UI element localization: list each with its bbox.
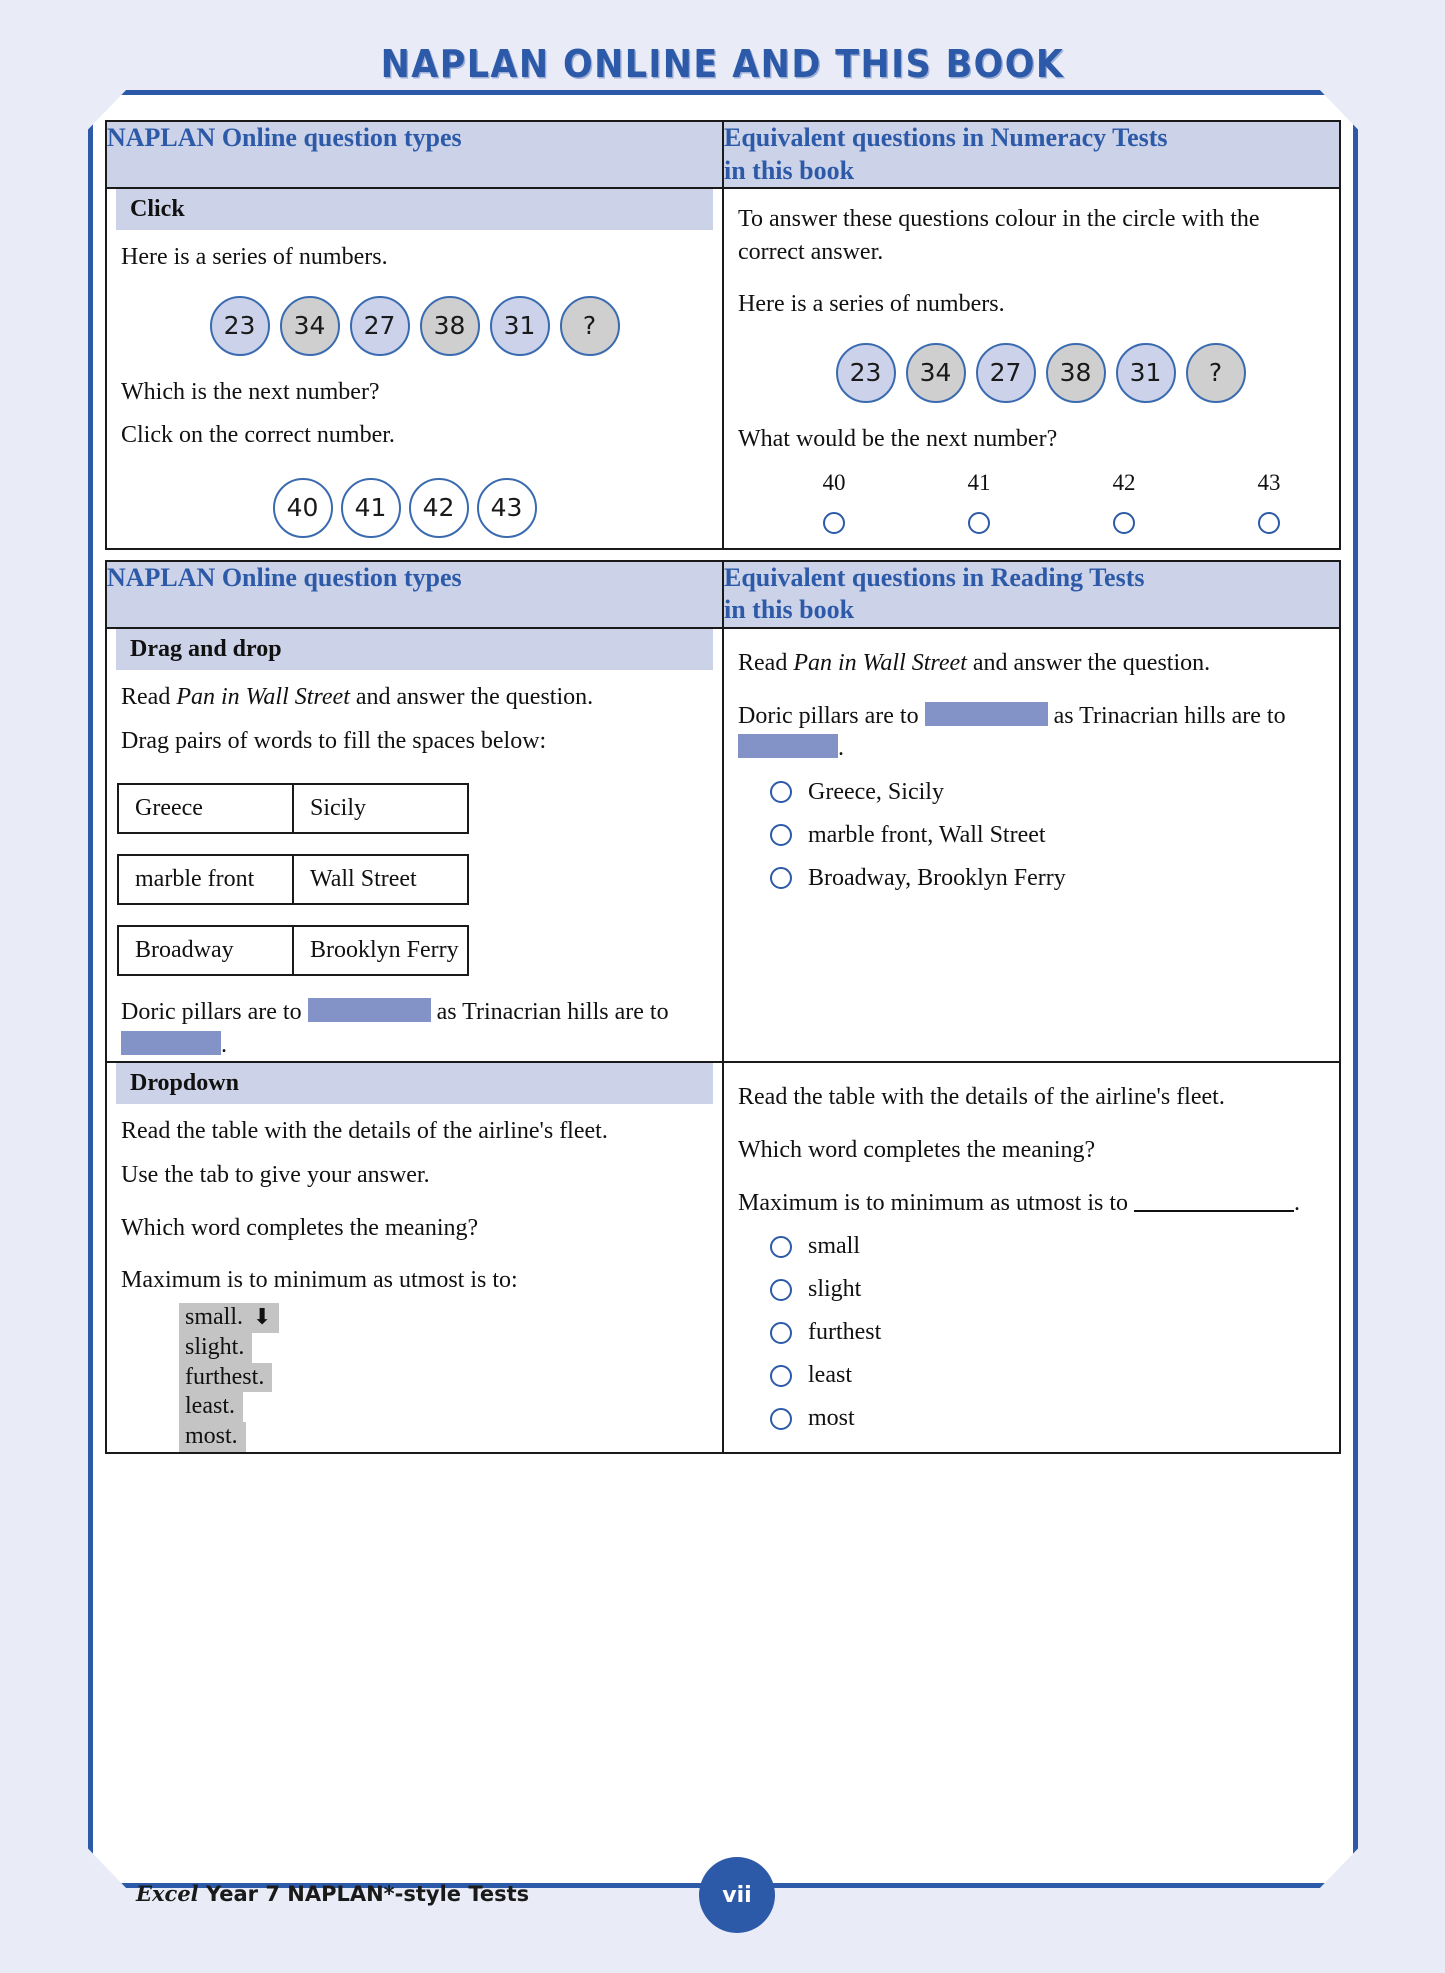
answer-option[interactable] — [770, 779, 1339, 806]
page-footer — [0, 1869, 1445, 1929]
numeracy-option[interactable] — [1084, 470, 1164, 539]
footer-title — [136, 1881, 529, 1906]
radio-button-icon[interactable] — [770, 781, 792, 803]
numeracy-left-header-text: NAPLAN Online question types — [107, 123, 462, 152]
reading-right-header-cell — [723, 561, 1340, 628]
drag-and-drop-sentence — [121, 996, 706, 1061]
read-suffix: and answer the question. — [349, 683, 594, 710]
draggable-word-pair[interactable] — [117, 854, 469, 905]
series-bubble: 34 — [906, 343, 966, 403]
dropdown-line4: Maximum is to minimum as utmost is to: — [121, 1267, 518, 1294]
numeracy-answer-options — [724, 470, 1339, 539]
brand-name: Excel — [136, 1881, 199, 1906]
numeracy-option[interactable] — [794, 470, 874, 539]
sentence-part2: as Trinacrian hills are to — [430, 999, 669, 1026]
dropdown-option-line[interactable] — [179, 1363, 722, 1393]
answer-option[interactable] — [770, 1405, 1339, 1432]
sentence-part2: as Trinacrian hills are to — [1047, 702, 1286, 729]
sentence-part3: . — [838, 735, 844, 762]
numeracy-left-header-cell — [106, 121, 723, 188]
numeracy-header-row — [106, 121, 1340, 188]
answer-option-label: Broadway, Brooklyn Ferry — [808, 864, 1066, 891]
series-bubble[interactable]: 38 — [420, 296, 480, 356]
answer-option-label: most — [808, 1405, 855, 1432]
sentence-part1: Doric pillars are to — [738, 702, 925, 729]
numeracy-option[interactable] — [1229, 470, 1309, 539]
dropdown-option-label: small. — [185, 1303, 243, 1330]
dropdown-option-line[interactable] — [179, 1392, 722, 1422]
dd-right-sentence — [738, 700, 1323, 765]
answer-option[interactable] — [770, 865, 1339, 892]
dropdown-option[interactable]: least. — [179, 1392, 243, 1422]
read-prefix: Read — [121, 683, 177, 710]
radio-button-icon[interactable] — [770, 867, 792, 889]
answer-option[interactable] — [770, 822, 1339, 849]
read-suffix: and answer the question. — [966, 649, 1211, 676]
dropdown-right-line2: Which word completes the meaning? — [738, 1137, 1096, 1163]
numeracy-option-label: 42 — [1112, 469, 1136, 495]
drag-and-drop-instruction: Drag pairs of words to fill the spaces below: — [121, 727, 547, 754]
draggable-word[interactable]: Greece — [135, 795, 203, 822]
reading-left-header-cell — [106, 561, 723, 628]
dropdown-line3: Which word completes the meaning? — [121, 1214, 479, 1241]
series-bubble[interactable]: 34 — [280, 296, 340, 356]
drag-and-drop-row — [106, 628, 1340, 1063]
dropdown-line2: Use the tab to give your answer. — [121, 1162, 430, 1188]
answer-blank-line[interactable] — [1134, 1192, 1294, 1212]
dropdown-open-list[interactable] — [179, 1303, 722, 1452]
dropdown-option[interactable]: furthest. — [179, 1363, 272, 1393]
numeracy-instruction-text: To answer these questions colour in the circle with the correct answer. — [738, 206, 1260, 265]
radio-button-icon[interactable] — [823, 512, 845, 534]
radio-button-icon[interactable] — [1113, 512, 1135, 534]
click-question-cell — [106, 188, 723, 549]
draggable-word[interactable]: marble front — [135, 866, 255, 893]
series-bubble-unknown[interactable]: ? — [560, 296, 620, 356]
click-answer-choices — [107, 478, 722, 538]
dropdown-book-cell — [723, 1062, 1340, 1453]
numeracy-right-header-line1: Equivalent questions in Numeracy Tests — [724, 123, 1168, 152]
reading-comparison-table — [105, 560, 1341, 1454]
answer-option-label: Greece, Sicily — [808, 778, 944, 805]
sentence-part3: . — [221, 1031, 227, 1058]
numeracy-option-label: 41 — [967, 469, 991, 495]
answer-option[interactable] — [770, 1276, 1339, 1303]
frame-inner — [105, 120, 1341, 1858]
click-choice-bubble[interactable]: 41 — [341, 478, 401, 538]
click-question-line2: Click on the correct number. — [121, 422, 395, 449]
page-title: NAPLAN ONLINE AND THIS BOOK — [380, 42, 1065, 86]
dropdown-right-line3-suffix: . — [1294, 1189, 1301, 1216]
reading-header-row — [106, 561, 1340, 628]
series-bubble[interactable]: 23 — [210, 296, 270, 356]
click-choice-bubble[interactable]: 40 — [273, 478, 333, 538]
numeracy-body-row — [106, 188, 1340, 549]
page-number-badge: vii — [699, 1857, 775, 1933]
numeracy-option[interactable] — [939, 470, 1019, 539]
drag-and-drop-read-line — [121, 681, 706, 714]
series-bubble: 38 — [1046, 343, 1106, 403]
draggable-word-pair[interactable] — [117, 925, 469, 976]
draggable-word[interactable]: Sicily — [292, 785, 467, 832]
series-bubble: 23 — [836, 343, 896, 403]
dropdown-right-line3-prefix: Maximum is to minimum as utmost is to — [738, 1189, 1129, 1216]
dropdown-option[interactable]: most. — [179, 1422, 246, 1452]
numeracy-option-label: 43 — [1257, 469, 1281, 495]
dropdown-type-label: Dropdown — [116, 1063, 713, 1104]
dropdown-line1: Read the table with the details of the airline's fleet. — [121, 1118, 608, 1145]
numeracy-book-cell — [723, 188, 1340, 549]
series-bubble[interactable]: 27 — [350, 296, 410, 356]
dropdown-option-line[interactable] — [179, 1422, 722, 1452]
numeracy-right-header-cell — [723, 121, 1340, 188]
series-bubble: 31 — [1116, 343, 1176, 403]
reading-right-header-line1: Equivalent questions in Reading Tests — [724, 562, 1145, 592]
numeracy-comparison-table — [105, 120, 1341, 550]
click-type-label: Click — [116, 189, 713, 230]
footer-title-text: Year 7 NAPLAN*-style Tests — [198, 1882, 530, 1906]
radio-button-icon[interactable] — [770, 1365, 792, 1387]
drop-target-blank[interactable] — [121, 1031, 221, 1055]
numeracy-number-series — [724, 343, 1339, 403]
radio-button-icon[interactable] — [770, 1236, 792, 1258]
click-question-line1: Which is the next number? — [121, 378, 380, 405]
click-number-series — [107, 296, 722, 356]
drag-and-drop-type-label: Drag and drop — [116, 629, 713, 670]
dropdown-cell — [106, 1062, 723, 1453]
draggable-word[interactable]: Wall Street — [292, 856, 467, 903]
click-choice-bubble[interactable]: 43 — [477, 478, 537, 538]
reading-left-header-text: NAPLAN Online question types — [107, 562, 462, 592]
answer-option[interactable] — [770, 1362, 1339, 1389]
numeracy-intro-text: Here is a series of numbers. — [738, 291, 1005, 318]
reading-right-header-line2: in this book — [724, 595, 855, 625]
dropdown-option[interactable] — [179, 1303, 279, 1333]
read-prefix: Read — [738, 649, 794, 676]
radio-button-icon[interactable] — [770, 824, 792, 846]
answer-option-label: furthest — [808, 1319, 882, 1346]
radio-button-icon[interactable] — [770, 1408, 792, 1430]
dropdown-right-line3 — [738, 1187, 1323, 1220]
drag-and-drop-cell — [106, 628, 723, 1063]
radio-button-icon[interactable] — [1258, 512, 1280, 534]
blank-box — [925, 702, 1048, 726]
dropdown-right-options — [770, 1233, 1339, 1432]
radio-button-icon[interactable] — [770, 1279, 792, 1301]
story-title: Pan in Wall Street — [793, 649, 967, 676]
story-title: Pan in Wall Street — [176, 683, 350, 710]
answer-option-label: least — [808, 1362, 852, 1389]
series-bubble: 27 — [976, 343, 1036, 403]
sentence-part1: Doric pillars are to — [121, 999, 308, 1026]
draggable-word-pair[interactable] — [117, 783, 469, 834]
down-arrow-icon[interactable]: ⬇ — [253, 1304, 272, 1330]
draggable-word[interactable]: Brooklyn Ferry — [292, 927, 467, 974]
dd-right-options — [770, 779, 1339, 892]
radio-button-icon[interactable] — [968, 512, 990, 534]
numeracy-question-text: What would be the next number? — [738, 425, 1058, 452]
dropdown-option-line[interactable] — [179, 1303, 722, 1333]
click-intro-text: Here is a series of numbers. — [121, 244, 388, 270]
answer-option[interactable] — [770, 1233, 1339, 1260]
series-bubble[interactable]: 31 — [490, 296, 550, 356]
answer-option[interactable] — [770, 1319, 1339, 1346]
content-frame — [88, 90, 1358, 1888]
answer-option-label: slight — [808, 1276, 862, 1303]
dropdown-right-line1: Read the table with the details of the airline's fleet. — [738, 1084, 1225, 1111]
dropdown-row — [106, 1062, 1340, 1453]
dropdown-option[interactable]: slight. — [179, 1333, 252, 1363]
drop-target-blank[interactable] — [308, 998, 431, 1022]
blank-box — [738, 734, 838, 758]
dropdown-option-line[interactable] — [179, 1333, 722, 1363]
click-choice-bubble[interactable]: 42 — [409, 478, 469, 538]
drag-and-drop-book-cell — [723, 628, 1340, 1063]
radio-button-icon[interactable] — [770, 1322, 792, 1344]
series-bubble-unknown: ? — [1186, 343, 1246, 403]
draggable-word[interactable]: Broadway — [135, 937, 234, 964]
numeracy-option-label: 40 — [822, 469, 846, 495]
numeracy-right-header-line2: in this book — [724, 155, 855, 185]
answer-option-label: small — [808, 1233, 860, 1260]
dd-right-read-line — [738, 647, 1323, 680]
answer-option-label: marble front, Wall Street — [808, 821, 1046, 848]
